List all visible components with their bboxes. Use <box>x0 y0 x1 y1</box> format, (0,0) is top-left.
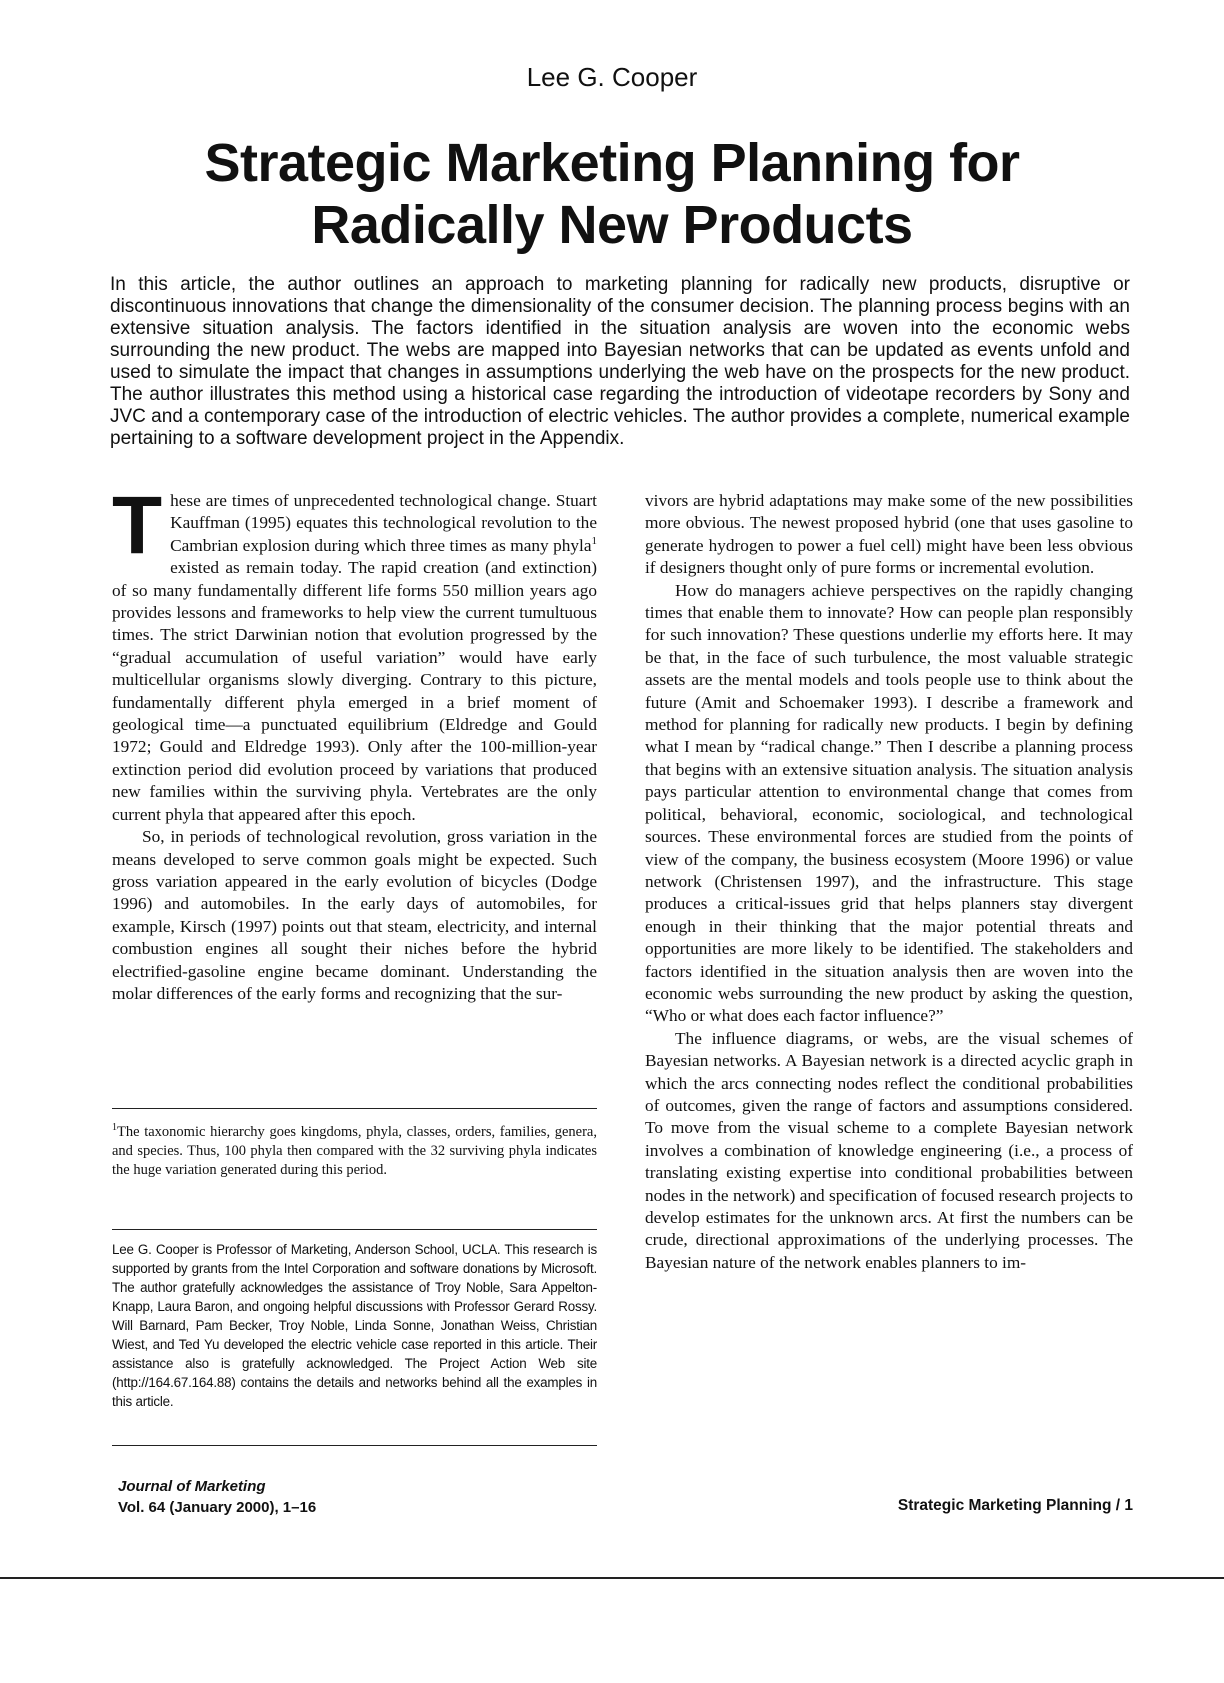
footnote-text: The taxonomic hierarchy goes kingdoms, phyla, classes, orders, families, genera, and species. Thus, 100 phyla then compared with the 32 surviving phyla indicates the huge variation generated during this period. <box>112 1123 597 1178</box>
body-paragraph-2: So, in periods of technological revolution, gross variation in the means developed to serve common goals might be expected. Such gross variation appeared in the early evolution of bicycles (Dodge 1996) and automobiles. In the early days of automobiles, for example, Kirsch (1997) points out that steam, electricity, and internal combustion engines all sought their niches before the hybrid electrified-gasoline engine became dominant. Understanding the molar differences of the early forms and recognizing that the sur- <box>112 827 597 1003</box>
right-column <box>645 490 1133 1274</box>
abstract: In this article, the author outlines an approach to marketing planning for radically new products, disruptive or discontinuous innovations that change the dimensionality of the consumer decision. The planning process begins with an extensive situation analysis. The factors identified in the situation analysis are woven into the economic webs surrounding the new product. The webs are mapped into Bayesian networks that can be updated as events unfold and used to simulate the impact that changes in assumptions underlying the web have on the prospects for the new product. The author illustrates this method using a historical case regarding the introduction of videotape recorders by Sony and JVC and a contemporary case of the introduction of electric vehicles. The author provides a complete, numerical example pertaining to a software development project in the Appendix. <box>110 274 1130 449</box>
author-name: Lee G. Cooper <box>526 62 698 92</box>
journal-volume: Vol. 64 (January 2000), 1–16 <box>118 1499 317 1516</box>
body-paragraph-1-text-b: existed as remain today. The rapid creation (and extinction) of so many fundamentally different life forms 550 million years ago provides lessons and frameworks to help view the current tumultuous times. The strict Darwinian notion that evolution progressed by the “gradual accumulation of useful variation” would have early multicellular organisms slowly diverging. Contrary to this picture, fundamentally different phyla emerged in a brief moment of geological time—a punctuated equilibrium (Eldredge and Gould 1972; Gould and Eldredge 1993). Only after the 100-million-year extinction period did evolution proceed by variations that produced new families within the surviving phyla. Vertebrates are the only current phyla that appeared after this epoch. <box>112 558 597 824</box>
body-paragraph-1 <box>112 480 597 826</box>
footnote <box>112 1118 597 1180</box>
body-paragraph-1-text-a: hese are times of unprecedented technological change. Stuart Kauffman (1995) equates this technological revolution to the Cambrian explosion during which three times as many phyla <box>170 491 597 555</box>
author-note-end-divider <box>112 1445 597 1446</box>
body-paragraph-4: How do managers achieve perspectives on the rapidly changing times that enable them to innovate? How can people plan responsibly for such innovation? These questions underlie my efforts here. It may be that, in the face of such turbulence, the most valuable strategic assets are the mental models and tools people use to think about the future (Amit and Schoemaker 1993). I describe a framework and method for planning for radically new products. I begin by defining what I mean by “radical change.” Then I describe a planning process that begins with an extensive situation analysis. The situation analysis pays particular attention to environmental change that comes from political, behavioral, economic, sociological, and technological sources. These environmental forces are studied from the points of view of the company, the business ecosystem (Moore 1996) or value network (Christensen 1997), and the infrastructure. This stage produces a critical-issues grid that helps planners stay divergent enough in their thinking that the major potential threats and opportunities are more likely to be identified. The stakeholders and factors identified in the situation analysis then are woven into the economic webs surrounding the new product by asking the question, “Who or what does each factor influence?” <box>645 580 1133 1026</box>
author-note-divider <box>112 1229 597 1230</box>
footnote-divider <box>112 1108 597 1109</box>
journal-name: Journal of Marketing <box>118 1478 266 1495</box>
journal-citation <box>118 1476 316 1518</box>
author-note: Lee G. Cooper is Professor of Marketing, Anderson School, UCLA. This research is supported by grants from the Intel Corporation and software donations by Microsoft. The author gratefully acknowledges the assistance of Troy Noble, Sara Appelton-Knapp, Laura Baron, and ongoing helpful discussions with Professor Gerard Rossy. Will Barnard, Pam Becker, Troy Noble, Linda Sonne, Jonathan Weiss, Christian Wiest, and Ted Yu developed the electric vehicle case reported in this article. Their assistance also is gratefully acknowledged. The Project Action Web site (http://164.67.164.88) contains the details and networks behind all the examples in this article. <box>112 1242 597 1409</box>
body-paragraph-3: vivors are hybrid adaptations may make some of the new possibilities more obvious. The newest proposed hybrid (one that uses gasoline to generate hydrogen to power a fuel cell) might have been less obvious if designers thought only of pure forms or incremental evolution. <box>645 491 1133 578</box>
footnote-number: 1 <box>112 1122 117 1133</box>
body-paragraph-5: The influence diagrams, or webs, are the visual schemes of Bayesian networks. A Bayesian network is a directed acyclic graph in which the arcs connecting nodes reflect the conditional probabilities of outcomes, given the range of factors and assumptions considered. To move from the visual scheme to a complete Bayesian network involves a combination of knowledge engineering (i.e., a process of translating existing expertise into conditional probabilities between nodes in the network) and specification of focused research projects to develop estimates for the unknown arcs. At first the numbers can be crude, directional approximations of the underlying processes. The Bayesian nature of the network enables planners to im- <box>645 1028 1133 1272</box>
drop-cap: T <box>112 480 163 571</box>
page-bottom-rule <box>0 1577 1224 1579</box>
article-title: Strategic Marketing Planning for Radically New Products <box>204 133 1020 255</box>
running-head: Strategic Marketing Planning / 1 <box>897 1497 1133 1514</box>
footnote-reference[interactable]: 1 <box>591 535 597 548</box>
left-column <box>112 480 597 1005</box>
